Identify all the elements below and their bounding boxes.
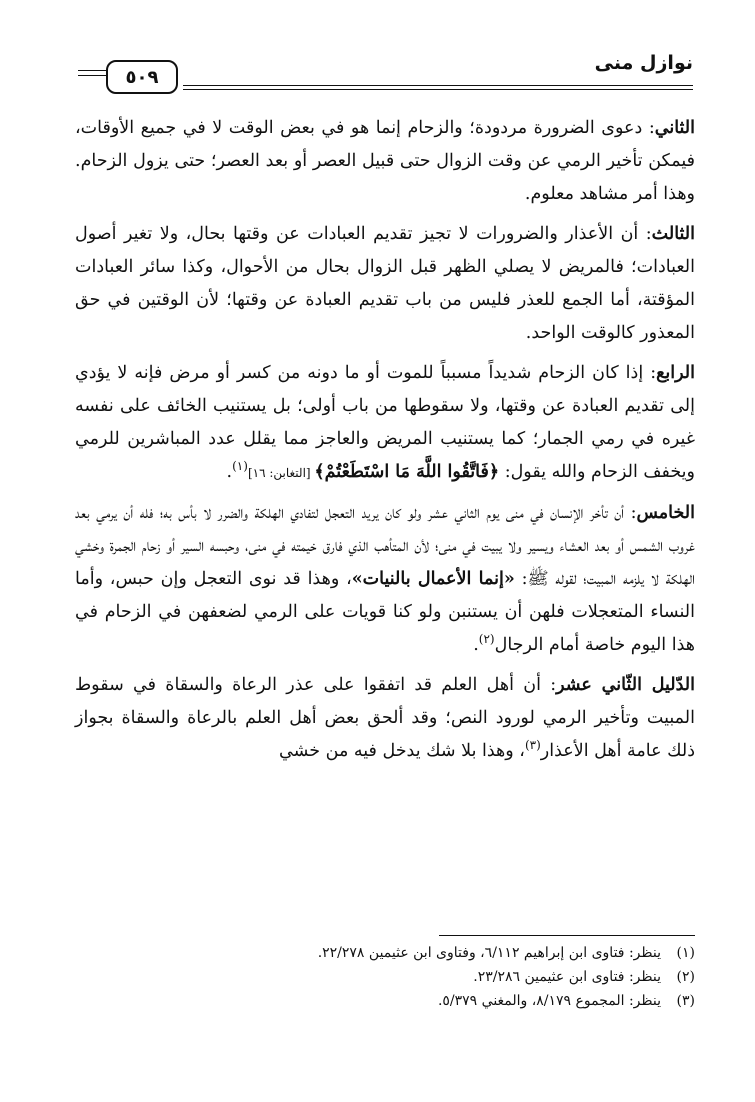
footnote-item — [75, 965, 695, 989]
footnote-number: (٣) — [676, 993, 695, 1009]
quran-verse: ﴿فَاتَّقُوا اللَّهَ مَا اسْتَطَعْتُمْ﴾ — [314, 462, 500, 482]
footnote-text: ينظر: المجموع ٨/١٧٩، والمغني ٥/٣٧٩. — [437, 993, 661, 1009]
footnote-separator — [439, 935, 695, 936]
footnote-ref[interactable]: (٣) — [524, 738, 541, 753]
paragraph-third — [75, 218, 695, 350]
paragraph-text: : دعوى الضرورة مردودة؛ والزحام إنما هو في بعض الوقت لا في جميع الأوقات، فيمكن تأخير الرمي عن وقت الزوال حتى قبيل العصر أو بعد العصر؛ حتى يزول الزحام. وهذا أمر مشاهد معلوم. — [75, 118, 695, 204]
paragraph-text-continued: ، وهذا قد نوى التعجل وإن حبس، وأما النساء المتعجلات فلهن أن يستنبن ولو كنا قويات على الرمي لضعفهن في الزحام في هذا اليوم خاصة أمام الرجال — [75, 569, 695, 655]
paragraph-twelfth-evidence — [75, 669, 695, 768]
paragraph-lead: الرابع — [656, 363, 695, 383]
paragraph-text: : أن أهل العلم قد اتفقوا على عذر الرعاة والسقاة في سقوط المبيت وتأخير الرمي لورود النص؛ وقد ألحق بعض أهل العلم بالرعاة والسقاة بجواز ذلك عامة أهل الأعذار — [75, 675, 695, 761]
footnote-number: (٢) — [676, 969, 695, 985]
paragraph-lead: الثاني — [654, 118, 695, 138]
paragraph-tail: . — [473, 635, 479, 655]
paragraph-text: : أن تأخر الإنسان في منى يوم الثاني عشر ولو كان يريد التعجل لتفادي الهلكة والضرر لا بأس به؛ فله أن يرمي بعد غروب الشمس أو بعد العشاء ويسير ولا يبيت في منى؛ لأن المتأهب الذي فارق خيمته في منى، وحبسه السير أو زحام الجمرة وخشي الهلكة لا يلزمه المبيت؛ لقوله ﷺ: — [75, 503, 696, 589]
footnote-ref[interactable]: (١) — [232, 459, 248, 474]
paragraph-lead: الثالث — [651, 224, 695, 244]
footnote-text: ينظر: فتاوى ابن إبراهيم ٦/١١٢، وفتاوى ابن عثيمين ٢٢/٢٧٨. — [317, 945, 661, 961]
paragraph-second — [75, 112, 695, 211]
paragraph-tail: . — [226, 462, 233, 482]
footnote-item — [75, 989, 695, 1013]
header-ornament — [78, 70, 106, 71]
header-rule — [183, 85, 693, 86]
footnotes — [75, 941, 695, 1013]
page-header — [78, 52, 693, 94]
footnote-text: ينظر: فتاوى ابن عثيمين ٢٣/٢٨٦. — [473, 969, 661, 985]
page-number — [106, 60, 178, 94]
paragraph-lead: الدّليل الثّاني عشر — [556, 675, 696, 695]
header-rule — [183, 89, 693, 90]
verse-citation: [التغابن: ١٦] — [247, 466, 315, 480]
paragraph-lead: الخامس — [636, 503, 695, 523]
running-title: نوازل منى — [594, 52, 693, 74]
footnote-item — [75, 941, 695, 965]
page-number-text: ٥٠٩ — [125, 66, 159, 88]
header-ornament — [78, 75, 106, 76]
main-text — [75, 112, 695, 775]
footnote-ref[interactable]: (٢) — [478, 632, 495, 647]
paragraph-text: : إذا كان الزحام شديداً مسبباً للموت أو ما دونه من كسر أو مرض فإنه لا يؤدي إلى تقديم العبادة عن وقتها، ولا سقوطها من باب أولى؛ بل يستنيب الخائف على نفسه غيره في رمي الجمار؛ كما يستنيب المريض والعاجز مما يقلل عدد المباشرين للرمي ويخفف الزحام والله يقول: — [75, 363, 695, 482]
hadith-quote: «إنما الأعمال بالنيات» — [351, 569, 515, 589]
footnote-number: (١) — [676, 945, 695, 961]
paragraph-tail: ، وهذا بلا شك يدخل فيه من خشي — [279, 741, 525, 761]
paragraph-text: : أن الأعذار والضرورات لا تجيز تقديم العبادات عن وقتها بحال، ولا تغير أصول العبادات؛ فالمريض لا يصلي الظهر قبل الزوال بحال من الأحوال، وكذا سائر العبادات المؤقتة، أما الجمع للعذر فليس من باب تقديم العبادة عن وقتها؛ لأن الوقتين في حق المعذور كالوقت الواحد. — [75, 224, 695, 343]
paragraph-fourth — [75, 357, 695, 490]
paragraph-fifth — [75, 497, 695, 662]
